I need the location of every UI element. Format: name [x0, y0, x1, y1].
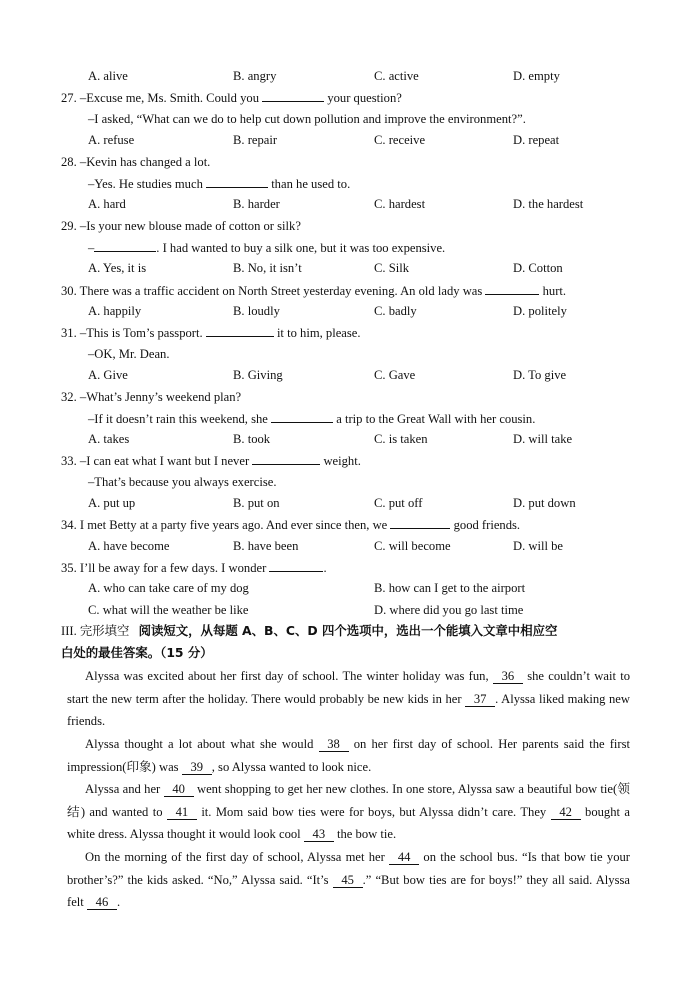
option-a: A. alive [88, 69, 128, 83]
blank-38: 38 [319, 737, 349, 752]
option-a: A. hard [88, 197, 126, 211]
option-d: D. where did you go last time [374, 603, 524, 617]
option-b: B. angry [233, 69, 277, 83]
passage-paragraph-2: Alyssa thought a lot about what she would 38 on her first day of school. Her parents said the first impression(印象) was 39 , so Alyssa wanted to look nice. [67, 737, 631, 774]
option-b: B. harder [233, 197, 280, 211]
q28-stem: 28. –Kevin has changed a lot. [61, 155, 211, 169]
passage-paragraph-3: Alyssa and her 40 went shopping to get her new clothes. In one store, Alyssa saw a beautiful bow tie(领结) and wanted to 41 it. Mom said bow ties were for boys, but Alyssa didn’t care. They 42 bought a white dress. Alyssa thought it would look cool 43 the bow tie. [67, 782, 631, 842]
q34-stem: 34. I met Betty at a party five years ago. And ever since then, we good friends. [61, 518, 521, 532]
section-number: III. [61, 624, 77, 638]
section-instructions: 阅读短文，从每题 A、B、C、D 四个选项中，选出一个能填入文章中相应空 [138, 623, 558, 638]
q33-stem: 33. –I can eat what I want but I never weight. [61, 454, 361, 468]
option-d: D. empty [513, 69, 560, 83]
option-b: B. loudly [233, 304, 280, 318]
q29-stem: 29. –Is your new blouse made of cotton or silk? [61, 219, 301, 233]
blank-43: 43 [304, 827, 334, 842]
section-heading [61, 623, 557, 639]
blank-41: 41 [167, 805, 197, 820]
q28-reply: –Yes. He studies much than he used to. [88, 177, 351, 191]
option-c: C. Silk [374, 261, 409, 275]
passage-paragraph-1: Alyssa was excited about her first day of school. The winter holiday was fun, 36 she couldn’t wait to start the new term after the holiday. There would probably be new kids in her 37 . Alyssa liked making new friends. [67, 669, 631, 729]
blank-44: 44 [389, 850, 419, 865]
answer-blank [262, 89, 324, 102]
option-d: D. repeat [513, 133, 560, 147]
option-b: B. repair [233, 133, 278, 147]
option-c: C. what will the weather be like [88, 603, 249, 617]
option-d: D. will take [513, 432, 573, 446]
option-d: D. politely [513, 304, 567, 318]
q27-stem: 27. –Excuse me, Ms. Smith. Could you your question? [61, 91, 402, 105]
answer-blank [485, 282, 539, 295]
option-a: A. refuse [88, 133, 135, 147]
option-b: B. took [233, 432, 271, 446]
option-c: C. badly [374, 304, 417, 318]
option-b: B. Giving [233, 368, 283, 382]
option-a: A. have become [88, 539, 170, 553]
blank-39: 39 [182, 760, 212, 775]
answer-blank [390, 516, 450, 529]
option-c: C. active [374, 69, 419, 83]
blank-36: 36 [493, 669, 523, 684]
answer-blank [271, 410, 333, 423]
option-d: D. put down [513, 496, 576, 510]
option-a: A. Yes, it is [88, 261, 147, 275]
blank-45: 45 [333, 873, 363, 888]
passage-paragraph-4: On the morning of the first day of school, Alyssa met her 44 on the school bus. “Is that bow tie your brother’s?” the kids asked. “No,” Alyssa said. “It’s 45 .” “But bow ties are for boys!” they all said. Alyssa felt 46 . [67, 850, 630, 910]
answer-blank [252, 452, 320, 465]
q30-stem: 30. There was a traffic accident on North Street yesterday evening. An old lady was hurt. [61, 284, 567, 298]
option-a: A. put up [88, 496, 136, 510]
option-a: A. happily [88, 304, 142, 318]
section-instructions-cont: 白处的最佳答案。（15 分） [61, 645, 213, 660]
option-c: C. Gave [374, 368, 416, 382]
option-c: C. is taken [374, 432, 428, 446]
q29-reply: – . I had wanted to buy a silk one, but it was too expensive. [88, 241, 446, 255]
option-b: B. how can I get to the airport [374, 581, 526, 595]
option-d: D. To give [513, 368, 567, 382]
option-c: C. put off [374, 496, 423, 510]
section-title: 完形填空 [79, 623, 130, 638]
answer-blank [206, 324, 274, 337]
option-a: A. Give [88, 368, 128, 382]
option-c: C. hardest [374, 197, 426, 211]
q32-stem: 32. –What’s Jenny’s weekend plan? [61, 390, 242, 404]
q35-stem: 35. I’ll be away for a few days. I wonder . [61, 561, 327, 575]
answer-blank [206, 175, 268, 188]
blank-46: 46 [87, 895, 117, 910]
blank-40: 40 [164, 782, 194, 797]
answer-blank [269, 559, 323, 572]
option-b: B. have been [233, 539, 299, 553]
blank-37: 37 [465, 692, 495, 707]
q32-reply: –If it doesn’t rain this weekend, she a trip to the Great Wall with her cousin. [88, 412, 536, 426]
option-d: D. Cotton [513, 261, 563, 275]
q31-reply: –OK, Mr. Dean. [88, 347, 170, 361]
option-c: C. will become [374, 539, 451, 553]
option-d: D. the hardest [513, 197, 584, 211]
blank-42: 42 [551, 805, 581, 820]
q33-reply: –That’s because you always exercise. [88, 475, 277, 489]
answer-blank [94, 239, 156, 252]
q27-reply: –I asked, “What can we do to help cut down pollution and improve the environment?”. [88, 112, 526, 126]
option-a: A. who can take care of my dog [88, 581, 249, 595]
option-c: C. receive [374, 133, 426, 147]
option-d: D. will be [513, 539, 564, 553]
option-b: B. put on [233, 496, 280, 510]
q31-stem: 31. –This is Tom’s passport. it to him, please. [61, 326, 361, 340]
option-a: A. takes [88, 432, 130, 446]
option-b: B. No, it isn’t [233, 261, 302, 275]
